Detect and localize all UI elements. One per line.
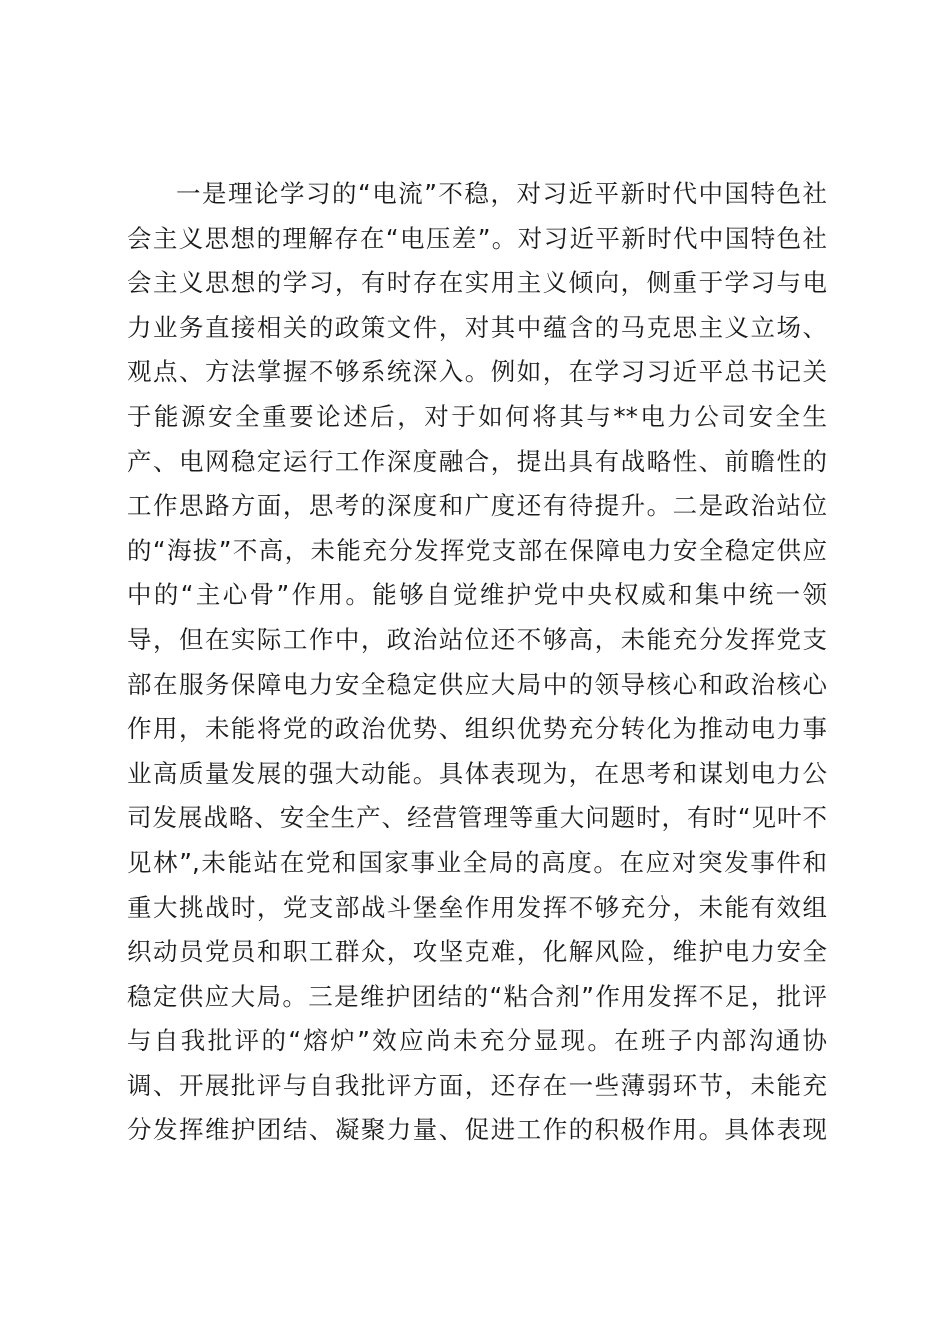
text-line: 部在服务保障电力安全稳定供应大局中的领导核心和政治核心 — [127, 669, 827, 699]
text-line: 工作思路方面，思考的深度和广度还有待提升。二是政治站位 — [127, 491, 827, 521]
text-line: 稳定供应大局。三是维护团结的“粘合剂”作用发挥不足，批评 — [127, 981, 827, 1011]
text-line: 产、电网稳定运行工作深度融合，提出具有战略性、前瞻性的 — [127, 446, 827, 476]
text-line: 司发展战略、安全生产、经营管理等重大问题时，有时“见叶不 — [127, 803, 827, 833]
text-line: 分发挥维护团结、凝聚力量、促进工作的积极作用。具体表现 — [127, 1115, 827, 1145]
text-line: 业高质量发展的强大动能。具体表现为，在思考和谋划电力公 — [127, 758, 827, 788]
text-line: 调、开展批评与自我批评方面，还存在一些薄弱环节，未能充 — [127, 1070, 827, 1100]
text-line: 重大挑战时，党支部战斗堡垒作用发挥不够充分，未能有效组 — [127, 892, 827, 922]
text-line: 织动员党员和职工群众，攻坚克难，化解风险，维护电力安全 — [127, 937, 827, 967]
text-line: 观点、方法掌握不够系统深入。例如，在学习习近平总书记关 — [127, 357, 827, 387]
text-line: 作用，未能将党的政治优势、组织优势充分转化为推动电力事 — [127, 714, 827, 744]
text-line: 会主义思想的理解存在“电压差”。对习近平新时代中国特色社 — [127, 223, 827, 253]
text-line: 的“海拔”不高，未能充分发挥党支部在保障电力安全稳定供应 — [127, 535, 827, 565]
text-line: 见林”,未能站在党和国家事业全局的高度。在应对突发事件和 — [127, 847, 827, 877]
text-line: 于能源安全重要论述后，对于如何将其与**电力公司安全生 — [127, 401, 827, 431]
text-line: 导，但在实际工作中，政治站位还不够高，未能充分发挥党支 — [127, 624, 827, 654]
text-line: 与自我批评的“熔炉”效应尚未充分显现。在班子内部沟通协 — [127, 1026, 827, 1056]
text-line: 力业务直接相关的政策文件，对其中蕴含的马克思主义立场、 — [127, 312, 827, 342]
text-line: 会主义思想的学习，有时存在实用主义倾向，侧重于学习与电 — [127, 268, 827, 298]
text-line: 一是理论学习的“电流”不稳，对习近平新时代中国特色社 — [176, 179, 827, 208]
body-paragraph — [127, 172, 827, 1153]
text-line: 中的“主心骨”作用。能够自觉维护党中央权威和集中统一领 — [127, 580, 827, 610]
